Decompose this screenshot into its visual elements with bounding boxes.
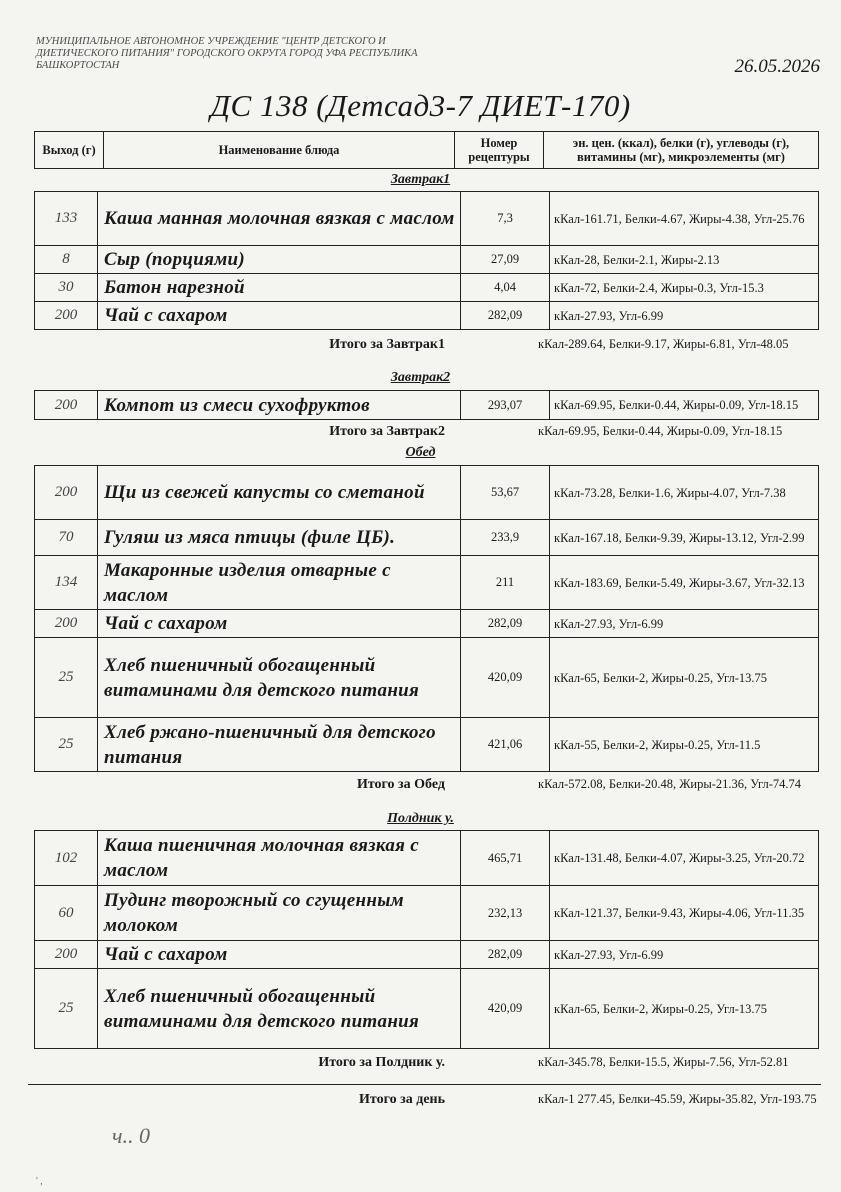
row-dish-name: Чай с сахаром (98, 302, 461, 330)
row-nutrition: кКал-167.18, Белки-9.39, Жиры-13.12, Угл-2.99 (550, 520, 819, 556)
row-nutrition: кКал-65, Белки-2, Жиры-0.25, Угл-13.75 (550, 638, 819, 718)
row-output: 30 (35, 274, 98, 302)
row-recipe-number: 421,06 (461, 718, 550, 772)
section-label-snack: Полдник у. (387, 811, 454, 826)
row-recipe-number: 293,07 (461, 391, 550, 420)
row-output: 25 (35, 969, 98, 1049)
document-date: 26.05.2026 (734, 56, 820, 77)
row-recipe-number: 27,09 (461, 246, 550, 274)
column-header-table (34, 131, 819, 169)
row-output: 102 (35, 831, 98, 886)
row-dish-name: Компот из смеси сухофруктов (98, 391, 461, 420)
total-value: кКал-289.64, Белки-9.17, Жиры-6.81, Угл-48.05 (538, 337, 789, 351)
row-output: 200 (35, 941, 98, 969)
row-output: 134 (35, 556, 98, 610)
row-recipe-number: 420,09 (461, 969, 550, 1049)
row-recipe-number: 420,09 (461, 638, 550, 718)
table-row (35, 638, 819, 718)
row-dish-name: Хлеб ржано-пшеничный для детского питания (98, 718, 461, 772)
row-nutrition: кКал-131.48, Белки-4.07, Жиры-3.25, Угл-20.72 (550, 831, 819, 886)
row-dish-name: Чай с сахаром (98, 610, 461, 638)
row-nutrition: кКал-72, Белки-2.4, Жиры-0.3, Угл-15.3 (550, 274, 819, 302)
row-dish-name: Сыр (порциями) (98, 246, 461, 274)
row-recipe-number: 211 (461, 556, 550, 610)
row-nutrition: кКал-27.93, Угл-6.99 (550, 610, 819, 638)
row-dish-name: Макаронные изделия отварные с маслом (98, 556, 461, 610)
row-output: 200 (35, 302, 98, 330)
row-recipe-number: 282,09 (461, 941, 550, 969)
row-dish-name: Каша манная молочная вязкая с маслом (98, 192, 461, 246)
total-value: кКал-345.78, Белки-15.5, Жиры-7.56, Угл-52.81 (538, 1055, 789, 1069)
table-row (35, 466, 819, 520)
row-output: 133 (35, 192, 98, 246)
table-row (35, 391, 819, 420)
total-label: Итого за Завтрак1 (329, 337, 445, 352)
table-row (35, 192, 819, 246)
table-row (35, 274, 819, 302)
row-nutrition: кКал-28, Белки-2.1, Жиры-2.13 (550, 246, 819, 274)
section-label-breakfast1: Завтрак1 (390, 172, 451, 187)
row-nutrition: кКал-121.37, Белки-9.43, Жиры-4.06, Угл-11.35 (550, 886, 819, 941)
section-label-breakfast2: Завтрак2 (390, 370, 451, 385)
row-dish-name: Щи из свежей капусты со сметаной (98, 466, 461, 520)
row-recipe-number: 232,13 (461, 886, 550, 941)
day-total-value: кКал-1 277.45, Белки-45.59, Жиры-35.82, Угл-193.75 (538, 1092, 817, 1106)
row-nutrition: кКал-55, Белки-2, Жиры-0.25, Угл-11.5 (550, 718, 819, 772)
row-dish-name: Хлеб пшеничный обогащенный витаминами для детского питания (98, 638, 461, 718)
row-recipe-number: 53,67 (461, 466, 550, 520)
total-label: Итого за Обед (356, 777, 445, 792)
row-output: 200 (35, 610, 98, 638)
corner-mark: ' , (36, 1176, 43, 1187)
column-output: Выход (г) (35, 132, 104, 169)
section-total-breakfast1 (0, 336, 841, 370)
row-output: 8 (35, 246, 98, 274)
row-output: 200 (35, 391, 98, 420)
row-recipe-number: 282,09 (461, 610, 550, 638)
table-row (35, 520, 819, 556)
row-recipe-number: 4,04 (461, 274, 550, 302)
table-row (35, 941, 819, 969)
row-dish-name: Каша пшеничная молочная вязкая с маслом (98, 831, 461, 886)
row-dish-name: Чай с сахаром (98, 941, 461, 969)
row-nutrition: кКал-73.28, Белки-1.6, Жиры-4.07, Угл-7.38 (550, 466, 819, 520)
row-nutrition: кКал-161.71, Белки-4.67, Жиры-4.38, Угл-25.76 (550, 192, 819, 246)
column-recipe-number: Номер рецептуры (455, 132, 544, 169)
column-dish-name: Наименование блюда (104, 132, 455, 169)
section-table-breakfast1 (34, 191, 819, 330)
table-row (35, 831, 819, 886)
handwritten-signature: ч.. 0 (112, 1123, 150, 1148)
row-recipe-number: 282,09 (461, 302, 550, 330)
section-table-breakfast2 (34, 390, 819, 420)
table-row (35, 556, 819, 610)
total-value: кКал-69.95, Белки-0.44, Жиры-0.09, Угл-18.15 (538, 424, 783, 438)
day-total (0, 1091, 841, 1125)
total-label: Итого за Полдник у. (318, 1055, 445, 1070)
row-nutrition: кКал-27.93, Угл-6.99 (550, 941, 819, 969)
row-nutrition: кКал-27.93, Угл-6.99 (550, 302, 819, 330)
section-table-lunch (34, 465, 819, 772)
row-nutrition: кКал-65, Белки-2, Жиры-0.25, Угл-13.75 (550, 969, 819, 1049)
document-title: ДС 138 (Детсад3-7 ДИЕТ-170) (210, 88, 631, 123)
table-row (35, 302, 819, 330)
total-value: кКал-572.08, Белки-20.48, Жиры-21.36, Угл-74.74 (538, 777, 802, 791)
day-total-label: Итого за день (359, 1092, 445, 1107)
column-nutrition: эн. цен. (ккал), белки (г), углеводы (г), витамины (мг), микроэлементы (мг) (544, 132, 819, 169)
row-dish-name: Хлеб пшеничный обогащенный витаминами для детского питания (98, 969, 461, 1049)
row-dish-name: Гуляш из мяса птицы (филе ЦБ). (98, 520, 461, 556)
total-label: Итого за Завтрак2 (329, 424, 445, 439)
row-nutrition: кКал-183.69, Белки-5.49, Жиры-3.67, Угл-32.13 (550, 556, 819, 610)
row-output: 70 (35, 520, 98, 556)
section-table-snack (34, 830, 819, 1049)
section-total-snack (0, 1054, 841, 1088)
row-recipe-number: 233,9 (461, 520, 550, 556)
table-row (35, 886, 819, 941)
row-dish-name: Батон нарезной (98, 274, 461, 302)
row-dish-name: Пудинг творожный со сгущенным молоком (98, 886, 461, 941)
table-row (35, 610, 819, 638)
row-output: 25 (35, 638, 98, 718)
table-row (35, 969, 819, 1049)
row-output: 200 (35, 466, 98, 520)
organization-name: МУНИЦИПАЛЬНОЕ АВТОНОМНОЕ УЧРЕЖДЕНИЕ "ЦЕНТР ДЕТСКОГО И ДИЕТИЧЕСКОГО ПИТАНИЯ" ГОРОДСКОГО ОКРУГА ГОРОД УФА РЕСПУБЛИКА БАШКОРТОСТАН (36, 36, 418, 71)
divider (28, 1084, 821, 1085)
section-total-lunch (0, 776, 841, 810)
section-label-lunch: Обед (405, 445, 436, 460)
table-row (35, 246, 819, 274)
row-output: 25 (35, 718, 98, 772)
row-nutrition: кКал-69.95, Белки-0.44, Жиры-0.09, Угл-18.15 (550, 391, 819, 420)
row-output: 60 (35, 886, 98, 941)
table-row (35, 718, 819, 772)
row-recipe-number: 7,3 (461, 192, 550, 246)
row-recipe-number: 465,71 (461, 831, 550, 886)
